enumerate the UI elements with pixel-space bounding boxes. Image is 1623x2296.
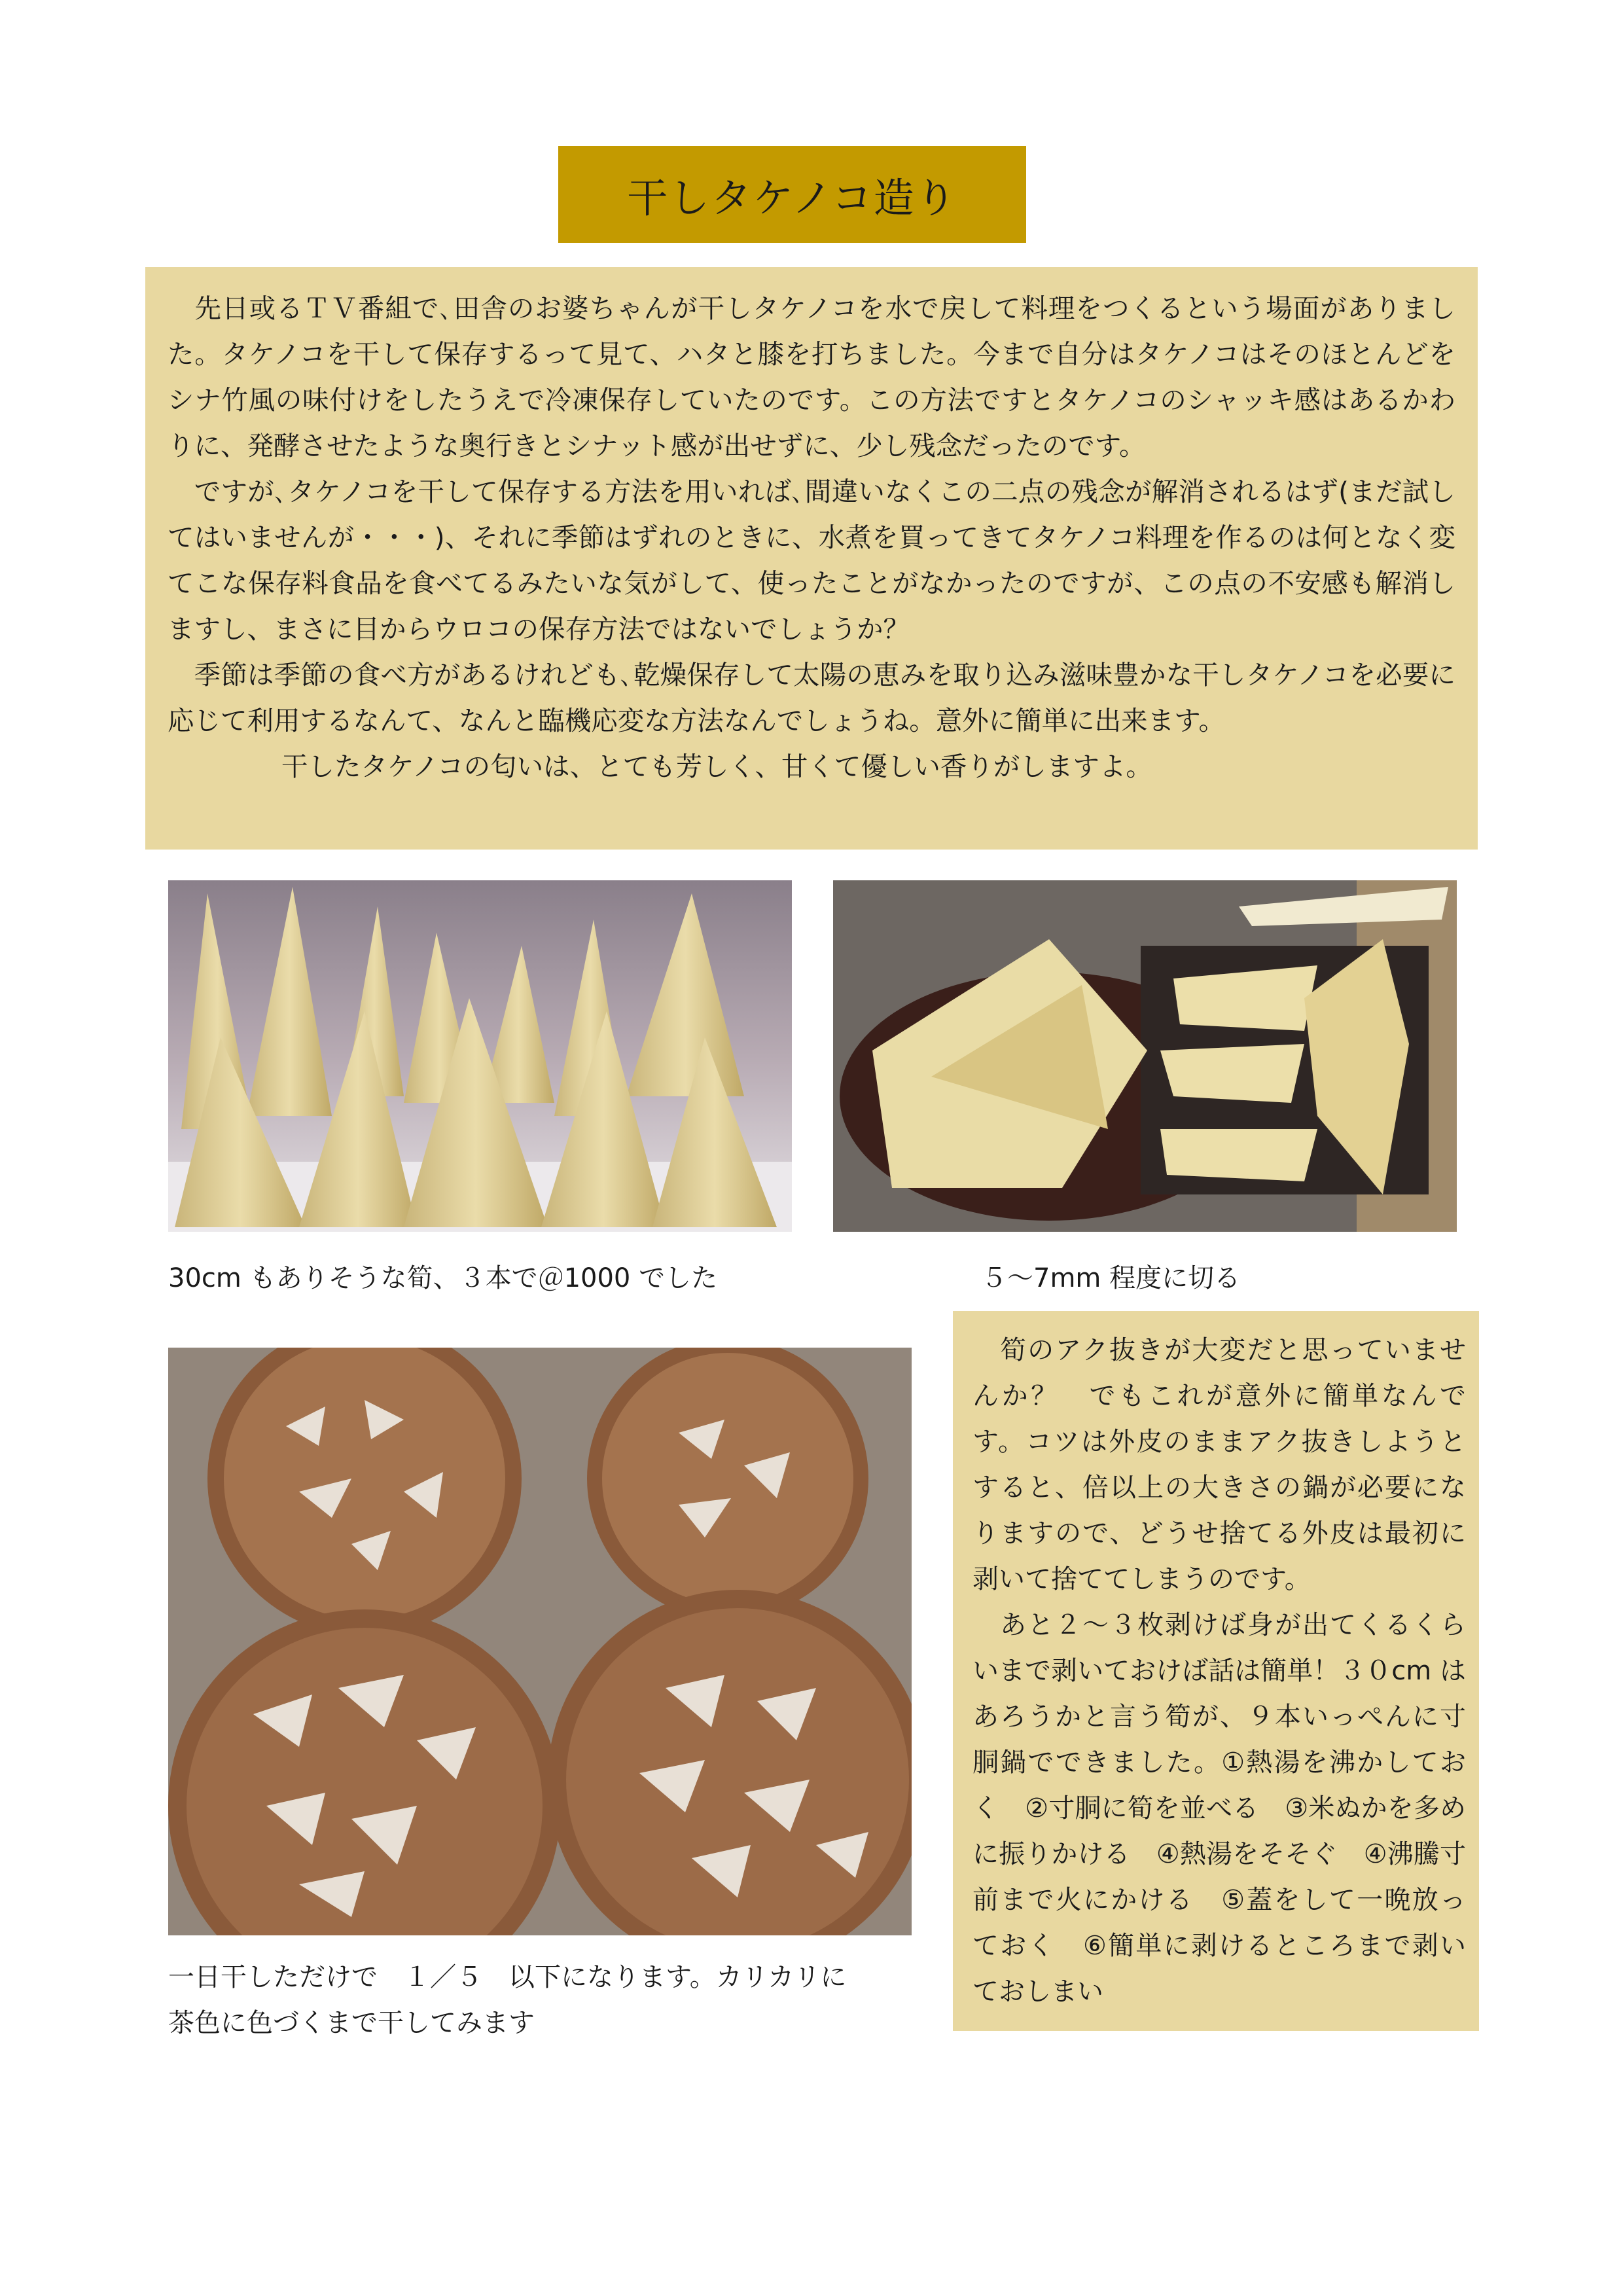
caption-photo-2: ５～7mm 程度に切る [981,1263,1241,1293]
intro-paragraph-3: 季節は季節の食べ方があるけれども､乾燥保存して太陽の恵みを取り込み滋味豊かな干しタケノコを必要に応じて利用するなんて、なんと臨機応変な方法なんでしょうね。意外に簡単に出来ます。 [168,659,1455,736]
intro-paragraph-1: 先日或るＴＶ番組で､田舎のお婆ちゃんが干しタケノコを水で戻して料理をつくるという場面がありました。タケノコを干して保存するって見て、ハタと膝を打ちました。今まで自分はタケノコはそのほとんどをシナ竹風の味付けをしたうえで冷凍保存していたのです。この方法ですとタケノコのシャッキ感はあるかわりに、発酵させたような奥行きとシナット感が出せずに、少し残念だったのです。 [168,293,1455,461]
side-text-box [953,1311,1479,2031]
page-title: 干しタケノコ造り [558,146,1026,243]
intro-paragraph-2: ですが､タケノコを干して保存する方法を用いれば､間違いなくこの二点の残念が解消されるはず(まだ試してはいませんが・・・)、それに季節はずれのときに、水煮を買ってきてタケノコ料理を作るのは何となく変てこな保存料食品を食べてるみたいな気がして、使ったことがなかったのですが、この点の不安感も解消しますし、まさに目からウロコの保存方法ではないでしょうか？ [168,476,1455,645]
photo-drying-baskets [168,1348,912,1935]
caption-photo-3-line-2: 茶色に色づくまで干してみます [168,2008,535,2038]
side-paragraph-1: 筍のアク抜きが大変だと思っていませんか？ でもこれが意外に簡単なんです。コツは外皮のままアク抜きしようとすると、倍以上の大きさの鍋が必要になりますので、どうせ捨てる外皮は最初に剥いて捨ててしまうのです。 [972,1335,1466,1594]
photo-sliced-bamboo [833,880,1457,1232]
photo-whole-bamboo-shoots [168,880,792,1232]
caption-photo-3-line-1: 一日干しただけで １／５ 以下になります。カリカリに [168,1962,847,1992]
intro-text-box [145,267,1478,850]
caption-photo-1: 30cm もありそうな筍、３本で＠1000 でした [168,1263,718,1293]
intro-closing-line: 干したタケノコの匂いは、とても芳しく、甘くて優しい香りがしますよ。 [281,751,1152,782]
side-paragraph-2: あと２～３枚剥けば身が出てくるくらいまで剥いておけば話は簡単！３０cm はあろうかと言う筍が、９本いっぺんに寸胴鍋でできました。①熱湯を沸かしておく ②寸胴に筍を並べる ③米ぬかを多めに振りかける ④熱湯をそそぐ ④沸騰寸前まで火にかける ⑤蓋をして一晩放っておく ⑥簡単に剥けるところまで剥いておしまい [972,1610,1466,2007]
